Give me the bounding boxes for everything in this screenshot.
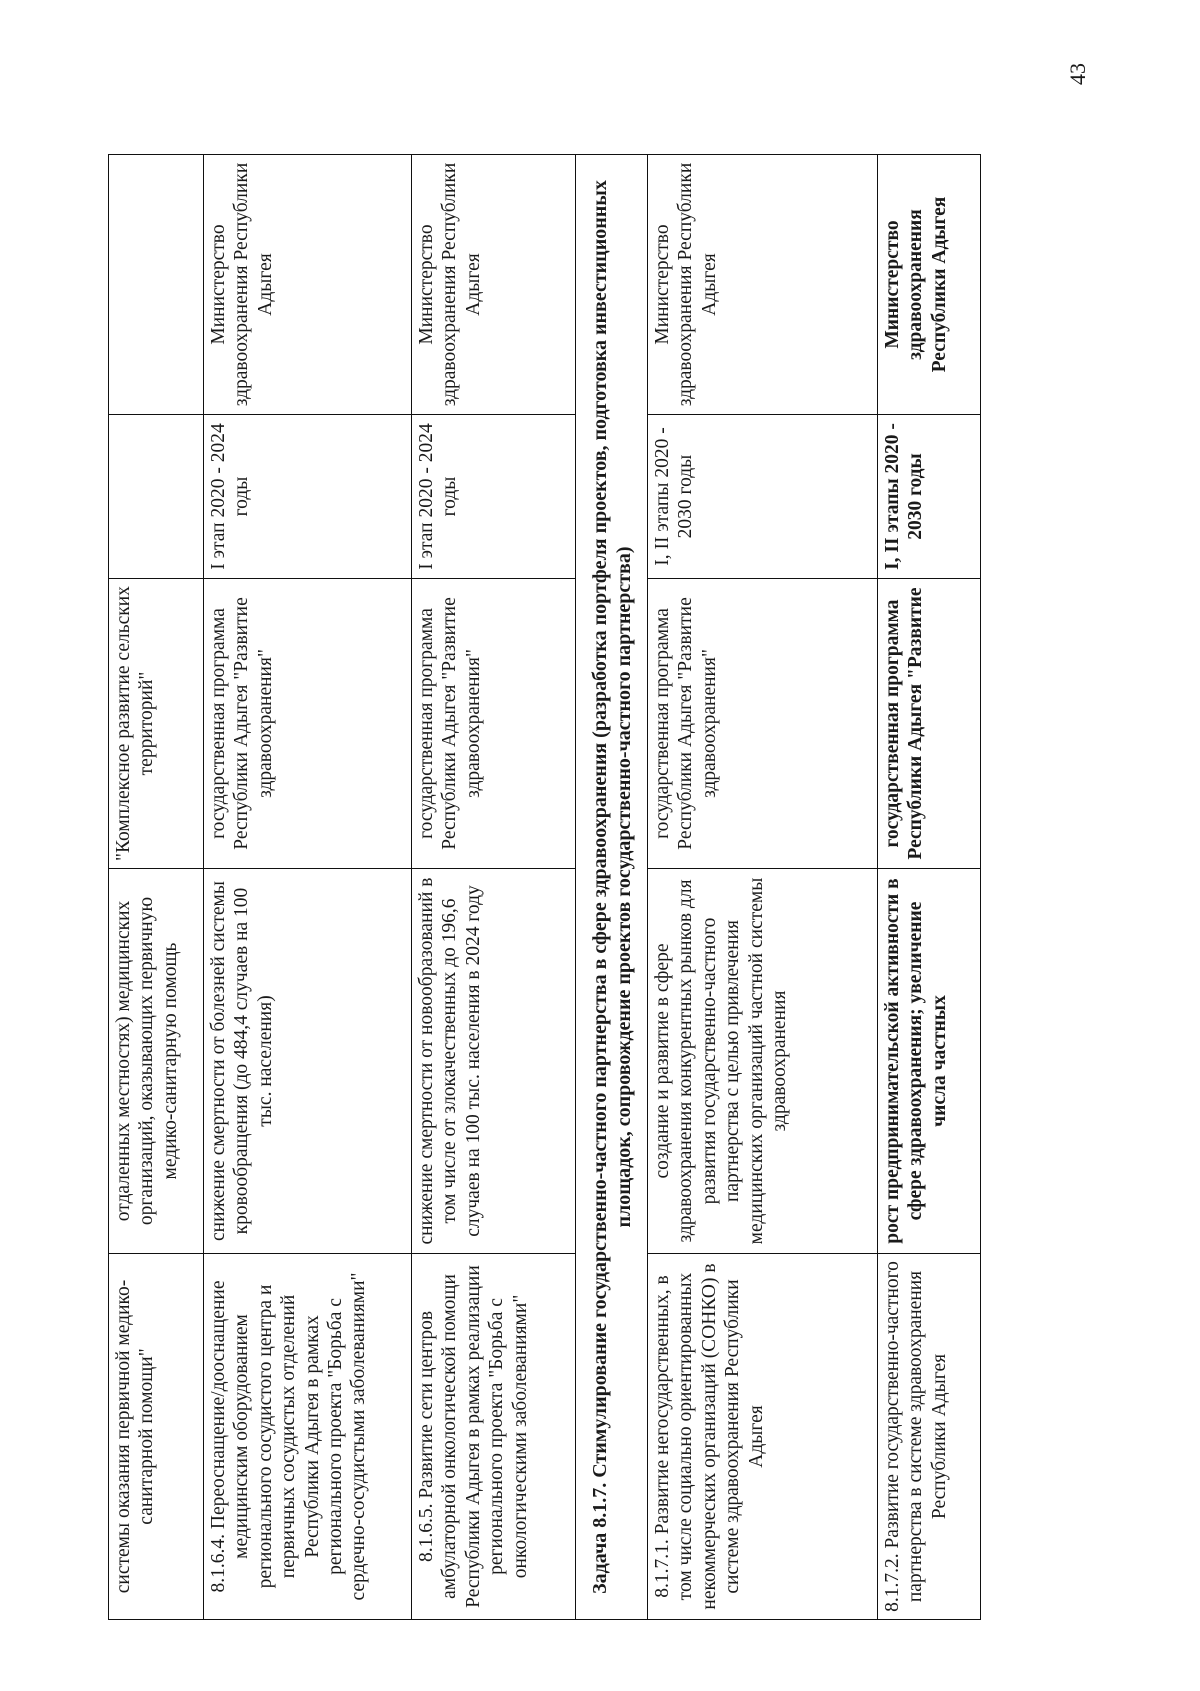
table-row bbox=[109, 155, 204, 1620]
executor-cell: Министерство здравоохранения Республики Адыгея bbox=[412, 155, 576, 415]
measure-cell: 8.1.7.2. Развитие государственно-частного партнерства в системе здравоохранения Республики Адыгея bbox=[878, 1254, 981, 1620]
result-cell: снижение смертности от новообразований в том числе от злокачественных до 196,6 случаев на 100 тыс. населения в 2024 году bbox=[412, 869, 576, 1254]
table-row bbox=[878, 155, 981, 1620]
rotated-table-sheet bbox=[108, 155, 980, 1620]
period-cell: I, II этапы 2020 - 2030 годы bbox=[648, 415, 878, 579]
table-row bbox=[412, 155, 576, 1620]
table-row bbox=[204, 155, 412, 1620]
program-cell: "Комплексное развитие сельских территорий" bbox=[109, 579, 204, 869]
table-row bbox=[648, 155, 878, 1620]
executor-cell bbox=[109, 155, 204, 415]
measure-cell: 8.1.6.5. Развитие сети центров амбулаторной онкологической помощи Республики Адыгея в рамках реализации регионального проекта "Борьба с онкологическими заболеваниями" bbox=[412, 1254, 576, 1620]
result-cell: создание и развитие в сфере здравоохранения конкурентных рынков для развития государственно-частного партнерства с целью привлечения медицинских организаций частной системы здравоохранения bbox=[648, 869, 878, 1254]
result-cell: рост предпринимательской активности в сфере здравоохранения; увеличение числа частных bbox=[878, 869, 981, 1254]
period-cell bbox=[109, 415, 204, 579]
period-cell: I, II этапы 2020 - 2030 годы bbox=[878, 415, 981, 579]
result-cell: снижение смертности от болезней системы кровообращения (до 484,4 случаев на 100 тыс. населения) bbox=[204, 869, 412, 1254]
executor-cell: Министерство здравоохранения Республики Адыгея bbox=[878, 155, 981, 415]
program-cell: государственная программа Республики Адыгея "Развитие здравоохранения" bbox=[648, 579, 878, 869]
period-cell: I этап 2020 - 2024 годы bbox=[412, 415, 576, 579]
result-cell: отдаленных местностях) медицинских организаций, оказывающих первичную медико-санитарную помощь bbox=[109, 869, 204, 1254]
measure-cell: 8.1.6.4. Переоснащение/дооснащение медицинским оборудованием регионального сосудистого центра и первичных сосудистых отделений Республики Адыгея в рамках регионального проекта "Борьба с сердечно-сосудистыми заболеваниями" bbox=[204, 1254, 412, 1620]
program-cell: государственная программа Республики Адыгея "Развитие bbox=[878, 579, 981, 869]
task-heading: Задача 8.1.7. Стимулирование государственно-частного партнерства в сфере здравоохранения (разработка портфеля проектов, подготовка инвестиционных площадок, сопровождение проектов государственно-частного партнерства) bbox=[576, 155, 648, 1620]
task-row bbox=[576, 155, 648, 1620]
executor-cell: Министерство здравоохранения Республики Адыгея bbox=[648, 155, 878, 415]
program-cell: государственная программа Республики Адыгея "Развитие здравоохранения" bbox=[204, 579, 412, 869]
executor-cell: Министерство здравоохранения Республики Адыгея bbox=[204, 155, 412, 415]
measures-table bbox=[108, 154, 981, 1620]
measure-cell: 8.1.7.1. Развитие негосударственных, в том числе социально ориентированных некоммерческих организаций (СОНКО) в системе здравоохранения Республики Адыгея bbox=[648, 1254, 878, 1620]
program-cell: государственная программа Республики Адыгея "Развитие здравоохранения" bbox=[412, 579, 576, 869]
period-cell: I этап 2020 - 2024 годы bbox=[204, 415, 412, 579]
measure-cell: системы оказания первичной медико-санитарной помощи" bbox=[109, 1254, 204, 1620]
page-number: 43 bbox=[1065, 63, 1090, 85]
